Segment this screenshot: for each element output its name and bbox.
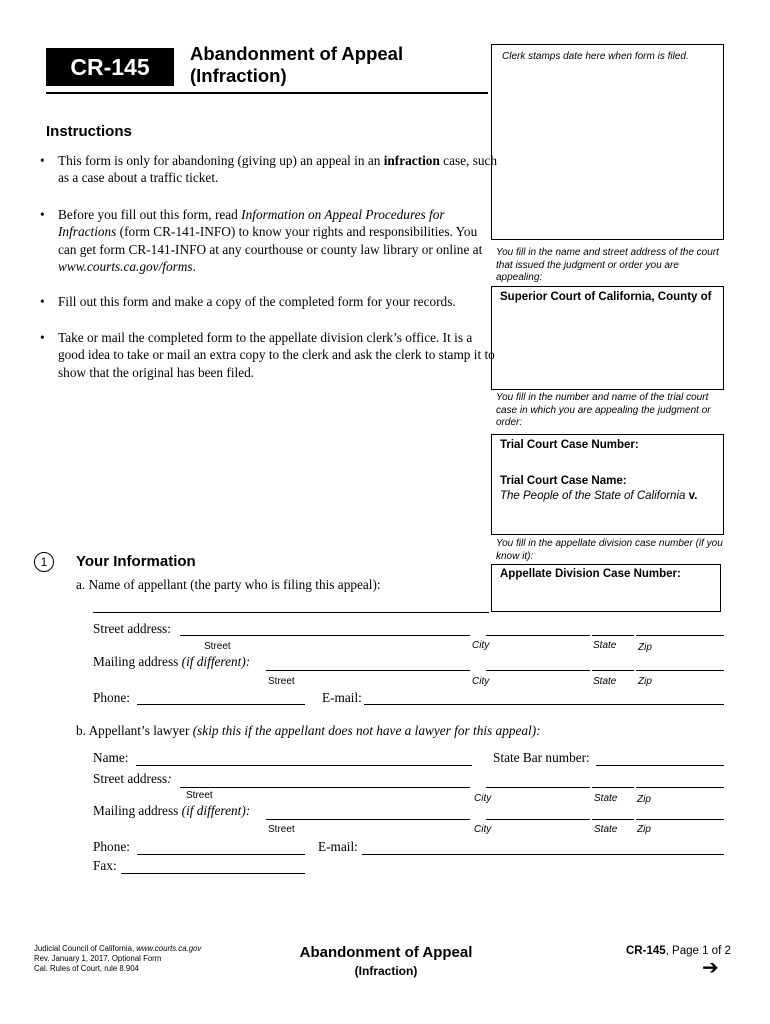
bullet-dot: • bbox=[40, 330, 45, 345]
footer-url: www.courts.ca.gov bbox=[136, 944, 202, 953]
bullet-text: . bbox=[192, 258, 196, 274]
mailing-zip-line[interactable] bbox=[636, 670, 724, 671]
email-label: E-mail: bbox=[322, 690, 362, 705]
footer-line3: Cal. Rules of Court, rule 8.904 bbox=[34, 964, 139, 973]
form-title-line2: (Infraction) bbox=[190, 65, 287, 86]
lawyer-phone-label: Phone: bbox=[93, 839, 130, 854]
trial-case-number-field[interactable] bbox=[492, 435, 722, 473]
footer-title-block bbox=[296, 944, 476, 978]
phone-line[interactable] bbox=[137, 704, 305, 705]
mailing-address-label bbox=[93, 654, 250, 670]
case-name-text: The People of the State of California bbox=[500, 490, 689, 502]
street-address-label: Street address: bbox=[93, 621, 171, 636]
city-sublabel: City bbox=[472, 640, 490, 651]
lawyer-street-line[interactable] bbox=[180, 787, 470, 788]
street-line[interactable] bbox=[180, 635, 470, 636]
bullet-text: Fill out this form and make a copy of the completed form for your records. bbox=[58, 294, 456, 309]
phone-label: Phone: bbox=[93, 690, 130, 705]
if-different-text: (if different): bbox=[181, 803, 251, 818]
clerk-stamp-box bbox=[491, 44, 724, 240]
state-sublabel: State bbox=[593, 640, 617, 651]
lawyer-mailing-address-label bbox=[93, 803, 250, 819]
zip-sublabel: Zip bbox=[637, 794, 651, 805]
zip-sublabel: Zip bbox=[637, 824, 651, 835]
lawyer-mailing-city-line[interactable] bbox=[486, 819, 590, 820]
trial-case-box bbox=[491, 434, 724, 535]
mailing-state-line[interactable] bbox=[592, 670, 634, 671]
trial-case-name-label: Trial Court Case Name: bbox=[500, 475, 627, 487]
bullet-dot: • bbox=[40, 294, 45, 309]
bullet-dot: • bbox=[40, 153, 45, 168]
footer-subtitle: (Infraction) bbox=[354, 964, 418, 978]
lawyer-label bbox=[76, 723, 541, 739]
form-title-line1: Abandonment of Appeal bbox=[190, 43, 404, 64]
mailing-street-line[interactable] bbox=[266, 670, 470, 671]
lawyer-fax-label: Fax: bbox=[93, 858, 117, 873]
lawyer-email-label: E-mail: bbox=[318, 839, 358, 854]
lawyer-fax-line[interactable] bbox=[121, 873, 305, 874]
footer-council: Judicial Council of California, bbox=[34, 944, 137, 953]
city-sublabel: City bbox=[472, 676, 490, 687]
court-name-label: Superior Court of California, County of bbox=[500, 291, 712, 303]
footer-title: Abandonment of Appeal bbox=[299, 944, 473, 961]
form-number-badge: CR-145 bbox=[46, 48, 174, 86]
trial-case-number-label: Trial Court Case Number: bbox=[500, 439, 639, 451]
bullet-dot: • bbox=[40, 207, 45, 222]
form-title bbox=[190, 43, 403, 87]
bullet-url: www.courts.ca.gov/forms bbox=[58, 258, 193, 274]
header-rule bbox=[46, 92, 488, 94]
lawyer-email-line[interactable] bbox=[362, 854, 724, 855]
appellate-case-note: You fill in the appellate division case number (if you know it): bbox=[496, 538, 723, 562]
city-sublabel: City bbox=[474, 824, 492, 835]
section-title: Your Information bbox=[76, 553, 196, 570]
lawyer-name-label: Name: bbox=[93, 750, 129, 765]
appellant-name-label: a. Name of appellant (the party who is filing this appeal): bbox=[76, 577, 381, 592]
street-sublabel: Street bbox=[204, 641, 231, 652]
appellate-case-number-label: Appellate Division Case Number: bbox=[500, 568, 681, 580]
lawyer-skip-note: (skip this if the appellant does not have a lawyer for this appeal): bbox=[192, 723, 541, 738]
state-sublabel: State bbox=[594, 793, 618, 804]
lawyer-mailing-zip-line[interactable] bbox=[636, 819, 724, 820]
state-bar-label: State Bar number: bbox=[493, 750, 590, 765]
lawyer-name-line[interactable] bbox=[136, 765, 472, 766]
lawyer-text: b. Appellant’s lawyer bbox=[76, 723, 193, 738]
footer-line1 bbox=[34, 944, 201, 954]
zip-sublabel: Zip bbox=[638, 676, 652, 687]
bullet-text: Before you fill out this form, read bbox=[58, 207, 242, 222]
bullet-text: case, such as a case about a traffic ticket. bbox=[58, 153, 498, 186]
footer-line2: Rev. January 1, 2017, Optional Form bbox=[34, 954, 162, 963]
case-name-versus: v. bbox=[688, 490, 698, 502]
state-line[interactable] bbox=[592, 635, 634, 636]
bullet-text: Take or mail the completed form to the appellate division clerk’s office. It is a good idea to take or mail an extra copy to the clerk and ask the clerk to stamp it to show that the original has been filed. bbox=[58, 330, 495, 380]
trial-case-name-value[interactable] bbox=[500, 490, 697, 502]
bullet-text: This form is only for abandoning (giving up) an appeal in an bbox=[58, 153, 384, 168]
instructions-heading: Instructions bbox=[46, 123, 132, 140]
footer-page-text: , Page 1 of 2 bbox=[665, 945, 731, 957]
if-different-text: (if different): bbox=[181, 654, 251, 669]
state-sublabel: State bbox=[594, 824, 618, 835]
street-sublabel: Street bbox=[186, 790, 213, 801]
section-number-circle: 1 bbox=[34, 552, 54, 572]
lawyer-mailing-street-line[interactable] bbox=[266, 819, 470, 820]
mailing-address-text: Mailing address bbox=[93, 803, 182, 818]
court-info-note: You fill in the name and street address of the court that issued the judgment or order you are appealing: bbox=[496, 247, 719, 283]
city-sublabel: City bbox=[474, 793, 492, 804]
street-address-text: Street address bbox=[93, 771, 168, 786]
zip-sublabel: Zip bbox=[638, 642, 652, 653]
lawyer-state-line[interactable] bbox=[592, 787, 634, 788]
appellate-case-number-field[interactable] bbox=[491, 564, 721, 612]
colon-text: : bbox=[167, 771, 172, 786]
bullet-bold-term: infraction bbox=[383, 153, 440, 168]
lawyer-phone-line[interactable] bbox=[137, 854, 305, 855]
bullet-italic-title: Information on Appeal Procedures for Infractions bbox=[58, 207, 445, 240]
trial-case-note: You fill in the number and name of the trial court case in which you are appealing the judgment or order: bbox=[496, 392, 711, 428]
email-line[interactable] bbox=[364, 704, 724, 705]
footer-form-number: CR-145 bbox=[626, 945, 666, 957]
street-sublabel: Street bbox=[268, 676, 295, 687]
next-page-arrow-icon[interactable]: ➔ bbox=[702, 957, 719, 979]
zip-line[interactable] bbox=[636, 635, 724, 636]
court-name-field[interactable] bbox=[491, 286, 724, 390]
appellant-name-line[interactable] bbox=[93, 612, 489, 613]
street-sublabel: Street bbox=[268, 824, 295, 835]
footer-citation bbox=[34, 944, 201, 974]
mailing-city-line[interactable] bbox=[486, 670, 590, 671]
city-line[interactable] bbox=[486, 635, 590, 636]
lawyer-mailing-state-line[interactable] bbox=[592, 819, 634, 820]
clerk-stamp-note: Clerk stamps date here when form is filed. bbox=[502, 51, 689, 62]
bullet-text: (form CR-141-INFO) to know your rights and responsibilities. You can get form CR-141-INFO at any courthouse or county law library or online at bbox=[58, 224, 483, 257]
lawyer-zip-line[interactable] bbox=[636, 787, 724, 788]
mailing-address-text: Mailing address bbox=[93, 654, 182, 669]
state-sublabel: State bbox=[593, 676, 617, 687]
lawyer-city-line[interactable] bbox=[486, 787, 590, 788]
lawyer-street-address-label bbox=[93, 771, 172, 787]
state-bar-line[interactable] bbox=[596, 765, 724, 766]
